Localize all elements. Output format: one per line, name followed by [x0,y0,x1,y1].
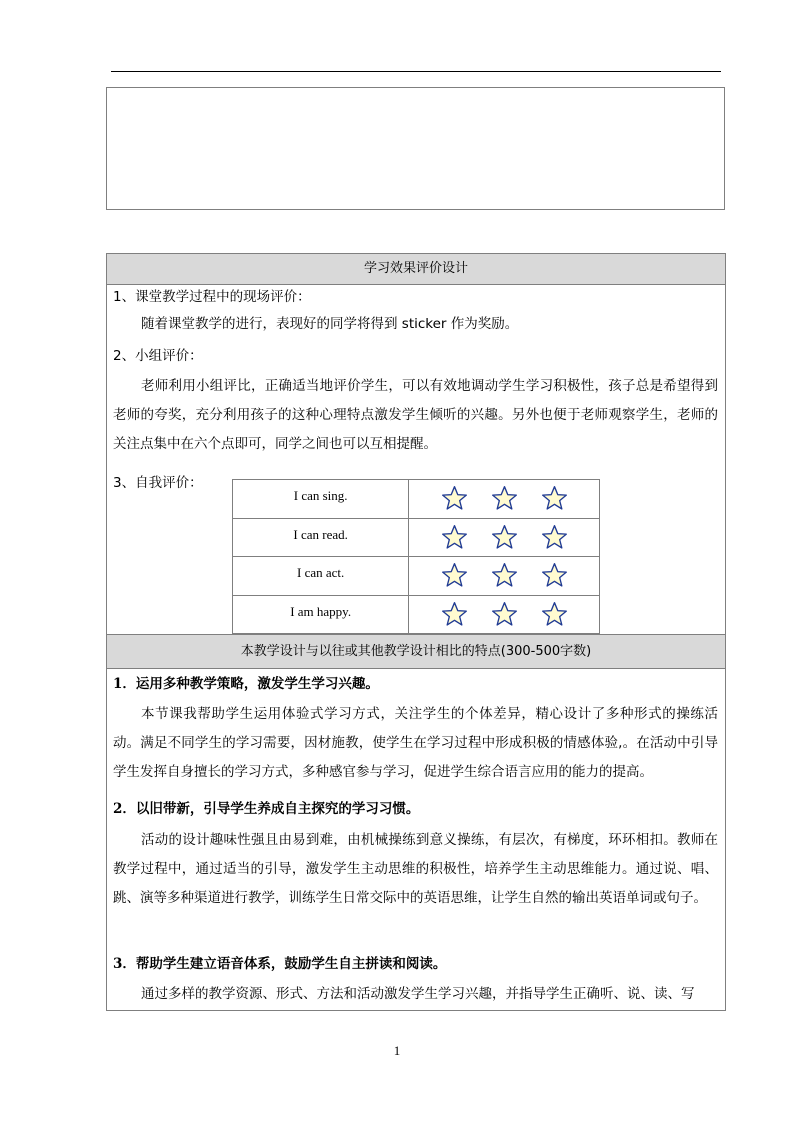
item2-text: 老师利用小组评比，正确适当地评价学生，可以有效地调动学生学习积极性，孩子总是希望得到老师的夸奖，充分利用孩子的这种心理特点激发学生倾听的兴趣。另外也便于老师观察学生，老师的关注点集中在六个点即可，同学之间也可以互相提醒。 [113,378,718,452]
star-icon [541,524,568,551]
section-title-features: 本教学设计与以往或其他教学设计相比的特点(300-500字数) [107,634,725,669]
section-title-evaluation: 学习效果评价设计 [107,254,725,285]
star-icon [441,562,468,589]
item3-heading: 3、自我评价： [113,475,203,491]
rating-stars [409,480,600,519]
star-icon [491,485,518,512]
rating-row [233,595,600,634]
item1-text: 随着课堂教学的进行，表现好的同学将得到 sticker 作为奖励。 [141,316,519,332]
point1-heading: 1．运用多种教学策略，激发学生学习兴趣。 [113,676,379,692]
star-icon [491,524,518,551]
star-icon [441,601,468,628]
evaluation-table [106,253,726,1011]
rating-label: I can read. [233,518,409,557]
page-number: 1 [393,1043,401,1058]
item2-heading: 2、小组评价： [113,348,203,364]
rating-row [233,557,600,596]
star-icon [541,601,568,628]
item1-heading: 1、课堂教学过程中的现场评价： [113,289,311,305]
point3-heading: 3．帮助学生建立语音体系，鼓励学生自主拼读和阅读。 [113,956,447,972]
self-rating-table [232,479,600,634]
point2-text: 活动的设计趣味性强且由易到难，由机械操练到意义操练，有层次，有梯度，环环相扣。教师在教学过程中，通过适当的引导，激发学生主动思维的积极性，培养学生主动思维能力。通过说、唱、跳、演等多种渠道进行教学，训练学生日常交际中的英语思维，让学生自然的输出英语单词或句子。 [113,832,718,906]
rating-label: I can act. [233,557,409,596]
blank-table-cell [106,87,725,210]
rating-label: I am happy. [233,595,409,634]
rating-row [233,518,600,557]
rating-stars [409,518,600,557]
point1-text: 本节课我帮助学生运用体验式学习方式，关注学生的个体差异，精心设计了多种形式的操练活动。满足不同学生的学习需要，因材施教，使学生在学习过程中形成积极的情感体验,。在活动中引导学生发挥自身擅长的学习方式，多种感官参与学习，促进学生综合语言应用的能力的提高。 [113,706,718,780]
rating-stars [409,557,600,596]
rating-stars [409,595,600,634]
point3-text: 通过多样的教学资源、形式、方法和活动激发学生学习兴趣，并指导学生正确听、说、读、写 [141,986,695,1002]
star-icon [441,524,468,551]
star-icon [541,485,568,512]
header-rule [111,71,721,72]
rating-row [233,480,600,519]
star-icon [541,562,568,589]
point2-heading: 2．以旧带新，引导学生养成自主探究的学习习惯。 [113,801,420,817]
star-icon [491,562,518,589]
star-icon [491,601,518,628]
rating-label: I can sing. [233,480,409,519]
star-icon [441,485,468,512]
